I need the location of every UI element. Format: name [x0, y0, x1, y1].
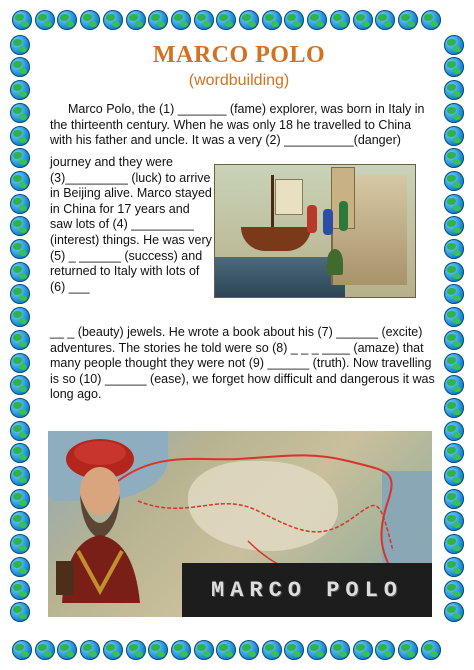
globe-icon: [194, 10, 214, 30]
globe-icon: [194, 640, 214, 660]
marco-polo-portrait: [48, 431, 148, 603]
paragraph-intro: Marco Polo, the (1) _______ (fame) explorer, was born in Italy in the thirteenth century. When he was only 18 he travelled to China with his father and uncle. It was a very (2) __________(danger): [50, 102, 425, 148]
globe-icon: [10, 103, 30, 123]
globe-icon: [10, 534, 30, 554]
globe-icon: [10, 80, 30, 100]
globe-icon: [10, 489, 30, 509]
globe-icon: [444, 171, 464, 191]
globe-icon: [103, 10, 123, 30]
globe-icon: [262, 10, 282, 30]
globe-icon: [10, 511, 30, 531]
globe-icon: [10, 239, 30, 259]
globe-icon: [444, 398, 464, 418]
globe-icon: [444, 353, 464, 373]
worksheet-page: [44, 36, 434, 630]
globe-icon: [444, 148, 464, 168]
globe-icon: [148, 640, 168, 660]
globe-icon: [35, 640, 55, 660]
globe-icon: [444, 557, 464, 577]
globe-icon: [444, 284, 464, 304]
globe-icon: [12, 640, 32, 660]
globe-icon: [10, 353, 30, 373]
globe-icon: [10, 126, 30, 146]
globe-icon: [262, 640, 282, 660]
marco-polo-banner: MARCO POLO: [182, 563, 432, 617]
globe-icon: [10, 375, 30, 395]
globe-icon: [10, 602, 30, 622]
ship-illustration: [214, 164, 416, 298]
globe-icon: [444, 421, 464, 441]
globe-icon: [171, 640, 191, 660]
globe-icon: [284, 10, 304, 30]
globe-icon: [444, 80, 464, 100]
globe-icon: [12, 10, 32, 30]
globe-icon: [444, 35, 464, 55]
globe-icon: [216, 10, 236, 30]
globe-icon: [444, 602, 464, 622]
globe-icon: [103, 640, 123, 660]
globe-icon: [444, 126, 464, 146]
globe-icon: [10, 330, 30, 350]
globe-icon: [444, 534, 464, 554]
globe-icon: [10, 421, 30, 441]
globe-icon: [10, 557, 30, 577]
globe-icon: [10, 216, 30, 236]
paragraph-narrow: journey and they were (3)_________ (luck) to arrive in Beijing alive. Marco stayed in China for 17 years and saw lots of (4) _________ (interest) things. He was very (5) _ ______ (success) and returned to Italy with lots of (6) ___: [50, 155, 212, 294]
globe-icon: [171, 10, 191, 30]
globe-icon: [421, 10, 441, 30]
globe-icon: [10, 57, 30, 77]
globe-icon: [353, 10, 373, 30]
globe-icon: [421, 640, 441, 660]
globe-icon: [444, 511, 464, 531]
route-map-image: [48, 431, 432, 617]
globe-icon: [10, 398, 30, 418]
globe-icon: [307, 640, 327, 660]
globe-icon: [307, 10, 327, 30]
globe-icon: [444, 239, 464, 259]
globe-icon: [10, 148, 30, 168]
globe-icon: [80, 640, 100, 660]
page-subtitle: (wordbuilding): [188, 72, 290, 89]
globe-icon: [10, 262, 30, 282]
globe-icon: [10, 194, 30, 214]
globe-icon: [375, 10, 395, 30]
globe-icon: [375, 640, 395, 660]
globe-icon: [10, 466, 30, 486]
globe-icon: [35, 10, 55, 30]
globe-icon: [10, 307, 30, 327]
globe-icon: [10, 284, 30, 304]
globe-icon: [353, 640, 373, 660]
globe-icon: [444, 216, 464, 236]
globe-icon: [216, 640, 236, 660]
globe-icon: [444, 580, 464, 600]
globe-icon: [444, 443, 464, 463]
globe-icon: [10, 35, 30, 55]
globe-icon: [444, 103, 464, 123]
globe-icon: [444, 330, 464, 350]
paragraph-closing: __ _ (beauty) jewels. He wrote a book about his (7) ______ (excite) adventures. The stories he told were so (8) _ _ _ ____ (amaze) that many people thought they were not (9) ______ (truth). Now travelling is so (10) ______ (ease), we forget how difficult and dangerous it was long ago.: [50, 325, 435, 402]
globe-icon: [10, 171, 30, 191]
globe-icon: [80, 10, 100, 30]
globe-icon: [10, 443, 30, 463]
globe-icon: [444, 194, 464, 214]
globe-icon: [284, 640, 304, 660]
globe-icon: [444, 375, 464, 395]
globe-icon: [444, 262, 464, 282]
globe-icon: [126, 640, 146, 660]
globe-icon: [330, 640, 350, 660]
globe-icon: [444, 466, 464, 486]
globe-icon: [444, 489, 464, 509]
globe-icon: [330, 10, 350, 30]
globe-icon: [148, 10, 168, 30]
globe-icon: [239, 640, 259, 660]
globe-icon: [10, 580, 30, 600]
globe-icon: [57, 10, 77, 30]
globe-icon: [444, 57, 464, 77]
globe-icon: [57, 640, 77, 660]
globe-icon: [398, 10, 418, 30]
page-title: MARCO POLO: [152, 42, 326, 68]
globe-icon: [126, 10, 146, 30]
globe-icon: [398, 640, 418, 660]
globe-icon: [444, 307, 464, 327]
globe-icon: [239, 10, 259, 30]
